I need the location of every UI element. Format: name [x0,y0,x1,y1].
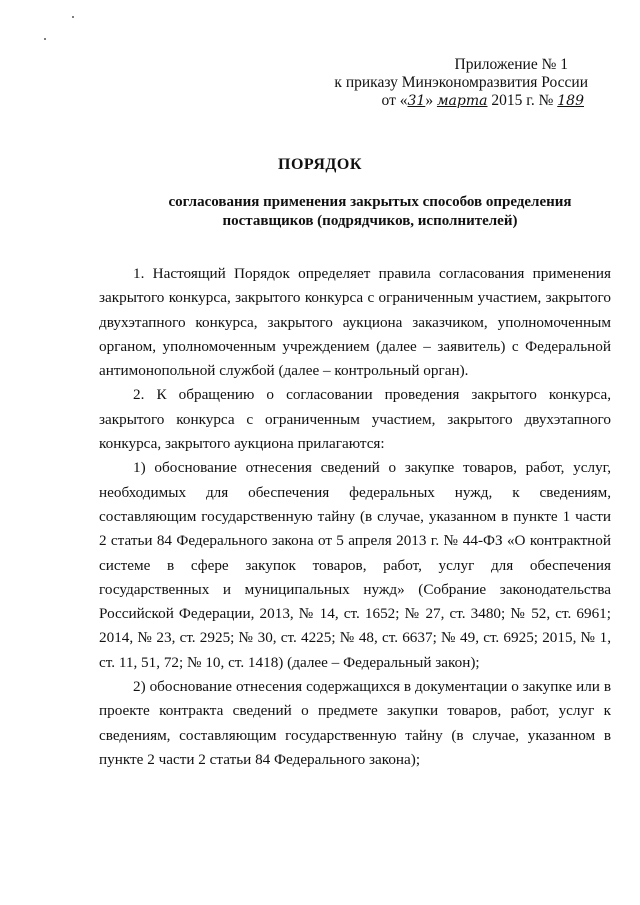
appendix-order-ref: к приказу Минэкономразвития России [334,74,588,91]
handwritten-day: 31 [407,93,426,109]
appendix-date-line [288,92,588,110]
scan-speck [44,38,46,40]
paragraph-2: 2. К обращению о согласовании проведения закрытого конкурса, закрытого конкурса с ограниченным участием, закрытого двухэтапного конкурса, закрытого аукциона прилагаются: [99,386,611,453]
date-quote: » [425,92,434,109]
appendix-number: Приложение № 1 [454,56,568,73]
document-title: ПОРЯДОК [278,156,362,173]
document-subtitle: согласования применения закрытых способов определения поставщиков (подрядчиков, исполнителей) [168,194,572,229]
date-prefix: от « [381,92,408,109]
appendix-header [288,56,588,110]
date-year: 2015 г. № [491,92,554,109]
document-body [99,262,611,772]
paragraph-2-item-2: 2) обоснование отнесения содержащихся в документации о закупке или в проекте контракта сведений о предмете закупки товаров, работ, услуг к сведениям, составляющим государственную тайну (в случае, указанном в пункте 2 части 2 статьи 84 Федерального закона); [99,678,611,768]
paragraph-1: 1. Настоящий Порядок определяет правила согласования применения закрытого конкурса, закрытого конкурса с ограниченным участием, закрытого двухэтапного конкурса, закрытого аукциона заказчиком, уполномоченным органом, уполномоченным учреждением (далее – заявитель) с Федеральной антимонопольной службой (далее – контрольный орган). [99,265,611,380]
handwritten-month: марта [436,93,488,109]
handwritten-number: 189 [557,93,584,109]
paragraph-2-item-1: 1) обоснование отнесения сведений о закупке товаров, работ, услуг, необходимых для обеспечения федеральных нужд, к сведениям, составляющим государственную тайну (в случае, указанном в пункте 1 части 2 статьи 84 Федерального закона от 5 апреля 2013 г. № 44-ФЗ «О контрактной системе в сфере закупок товаров, работ, услуг для обеспечения государственных и муниципальных нужд» (Собрание законодательства Российской Федерации, 2013, № 14, ст. 1652; № 27, ст. 3480; № 52, ст. 6961; 2014, № 23, ст. 2925; № 30, ст. 4225; № 48, ст. 6637; № 49, ст. 6925; 2015, № 1, ст. 11, 51, 72; № 10, ст. 1418) (далее – Федеральный закон); [99,459,611,671]
scan-speck [72,16,74,18]
